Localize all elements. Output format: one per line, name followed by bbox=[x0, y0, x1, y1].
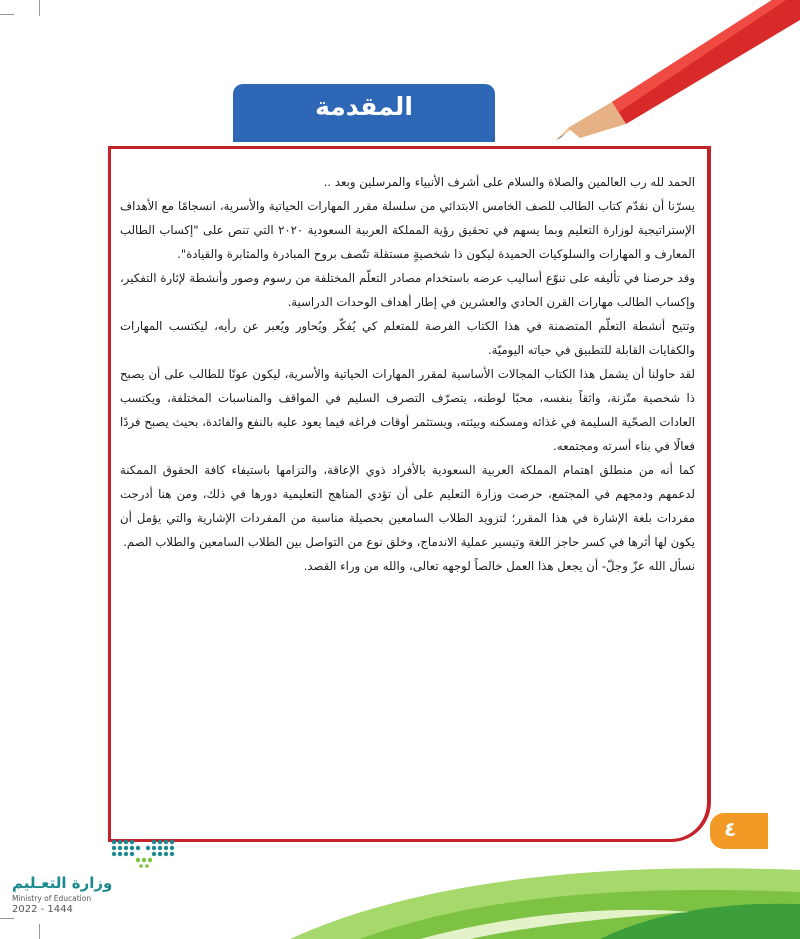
paragraph: نسأل الله عزّ وجلّ- أن يجعل هذا العمل خالصاً لوجهه تعالى، والله من وراء القصد. bbox=[303, 559, 695, 573]
ministry-logo bbox=[12, 834, 187, 924]
paragraph: الحمد لله رب العالمين والصلاة والسلام على أشرف الأنبياء والمرسلين وبعد .. bbox=[323, 175, 695, 189]
logo-english-text: Ministry of Education bbox=[12, 894, 92, 903]
pencil-icon bbox=[556, 0, 800, 140]
paragraph: وقد حرصنا في تأليفه على تنوّع أساليب عرضه باستخدام مصادر التعلّم المختلفة من رسوم وصور وأنشطة لإثارة التفكير، وإكساب الطالب مهارات القرن الحادي والعشرين في إطار أهداف الوحدات الدراسية. bbox=[120, 271, 695, 309]
introduction-body bbox=[120, 170, 695, 578]
bottom-swoosh bbox=[290, 868, 800, 939]
logo-arabic-text: وزارة التعـليم bbox=[12, 874, 113, 892]
paragraph: لقد حاولنا أن يشمل هذا الكتاب المجالات الأساسية لمقرر المهارات الحياتية والأسرية، ليكون عونًا للطالب على أن يصبح ذا شخصية متّزنة، واثقاً بنفسه، محبًا لوطنه، يتصرّف التصرف السليم في المواقف والمناسبات المختلفة، ويكتسب العادات الصحّية السليمة في غذائه ومسكنه وبيئته، ويستثمر أوقات فراغه فيما يعود عليه بالنفع والفائدة، بحيث يصبح فردًا فعالًا في بناء أسرته ومجتمعه. bbox=[120, 367, 695, 453]
paragraph: وتتيح أنشطة التعلّم المتضمنة في هذا الكتاب الفرصة للمتعلم كي يُفكّر ويُحاور ويُعبر عن رأيه، ليكتسب المهارات والكفايات القابلة للتطبيق في حياته اليوميّة. bbox=[120, 319, 695, 357]
logo-year: 2022 - 1444 bbox=[12, 904, 73, 915]
title-tab bbox=[233, 84, 495, 142]
page-number: ٤ bbox=[724, 817, 737, 841]
page-title: المقدمة bbox=[315, 92, 413, 121]
paragraph: يسرّنا أن نقدّم كتاب الطالب للصف الخامس الابتدائي من سلسلة مقرر المهارات الحياتية والأسرية، انسجامًا مع الأهداف الإستراتيجية لوزارة التعليم وبما يسهم في تحقيق رؤية المملكة العربية السعودية ٢٠٢٠ التي تنص على "إكساب الطالب المعارف و المهارات والسلوكيات الحميدة ليكون ذا شخصيةٍ مستقلة تتّصف بروح المبادرة والمثابرة والقيادة". bbox=[120, 199, 695, 261]
page-number-tab bbox=[710, 813, 768, 849]
logo-dots-icon bbox=[110, 834, 182, 868]
paragraph: كما أنه من منطلق اهتمام المملكة العربية السعودية بالأفراد ذوي الإعاقة، والتزامها باستيفاء كافة الحقوق الممكنة لدعمهم ودمجهم في المجتمع، حرصت وزارة التعليم على أن تؤدي المناهج التعليمية دورها في ذلك، ومن هنا أدرجت مفردات بلغة الإشارة في هذا المقرر؛ لتزويد الطلاب السامعين بحصيلة مناسبة من المفردات الإشارية والتي يؤمل أن يكون لها أثرها في كسر حاجز اللغة وتيسير عملية الاندماج، وخلق نوع من التواصل بين الطلاب السامعين والطلاب الصم. bbox=[120, 463, 695, 549]
